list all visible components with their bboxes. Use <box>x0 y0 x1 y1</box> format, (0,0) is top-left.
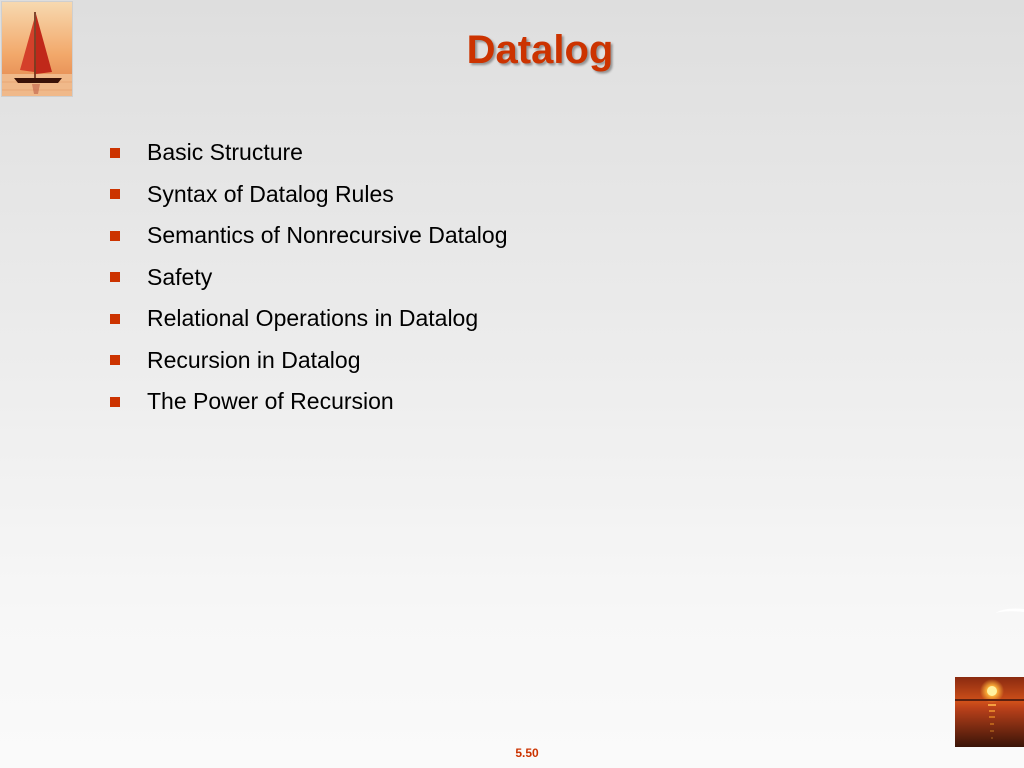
swoosh-decoration <box>995 605 1024 617</box>
bullet-text: Syntax of Datalog Rules <box>147 180 394 207</box>
bullet-text: The Power of Recursion <box>147 388 394 415</box>
bullet-text: Recursion in Datalog <box>147 346 361 373</box>
bullet-text: Semantics of Nonrecursive Datalog <box>147 222 508 249</box>
square-bullet-icon <box>110 355 120 365</box>
bullet-item <box>110 174 508 216</box>
bullet-item <box>110 381 508 423</box>
sunset-icon <box>955 677 1024 747</box>
bullet-item <box>110 132 508 174</box>
bullet-text: Safety <box>147 263 213 290</box>
bullet-text: Basic Structure <box>147 139 303 166</box>
slide-title: Datalog <box>466 28 614 72</box>
bullet-item <box>110 257 508 299</box>
square-bullet-icon <box>110 314 120 324</box>
bullet-text: Relational Operations in Datalog <box>147 305 479 332</box>
bullet-item <box>110 298 508 340</box>
bullet-item <box>110 215 508 257</box>
square-bullet-icon <box>110 397 120 407</box>
bullet-list <box>110 132 508 423</box>
square-bullet-icon <box>110 148 120 158</box>
square-bullet-icon <box>110 189 120 199</box>
square-bullet-icon <box>110 231 120 241</box>
bullet-item <box>110 340 508 382</box>
page-number: 5.50 <box>515 746 539 760</box>
square-bullet-icon <box>110 272 120 282</box>
